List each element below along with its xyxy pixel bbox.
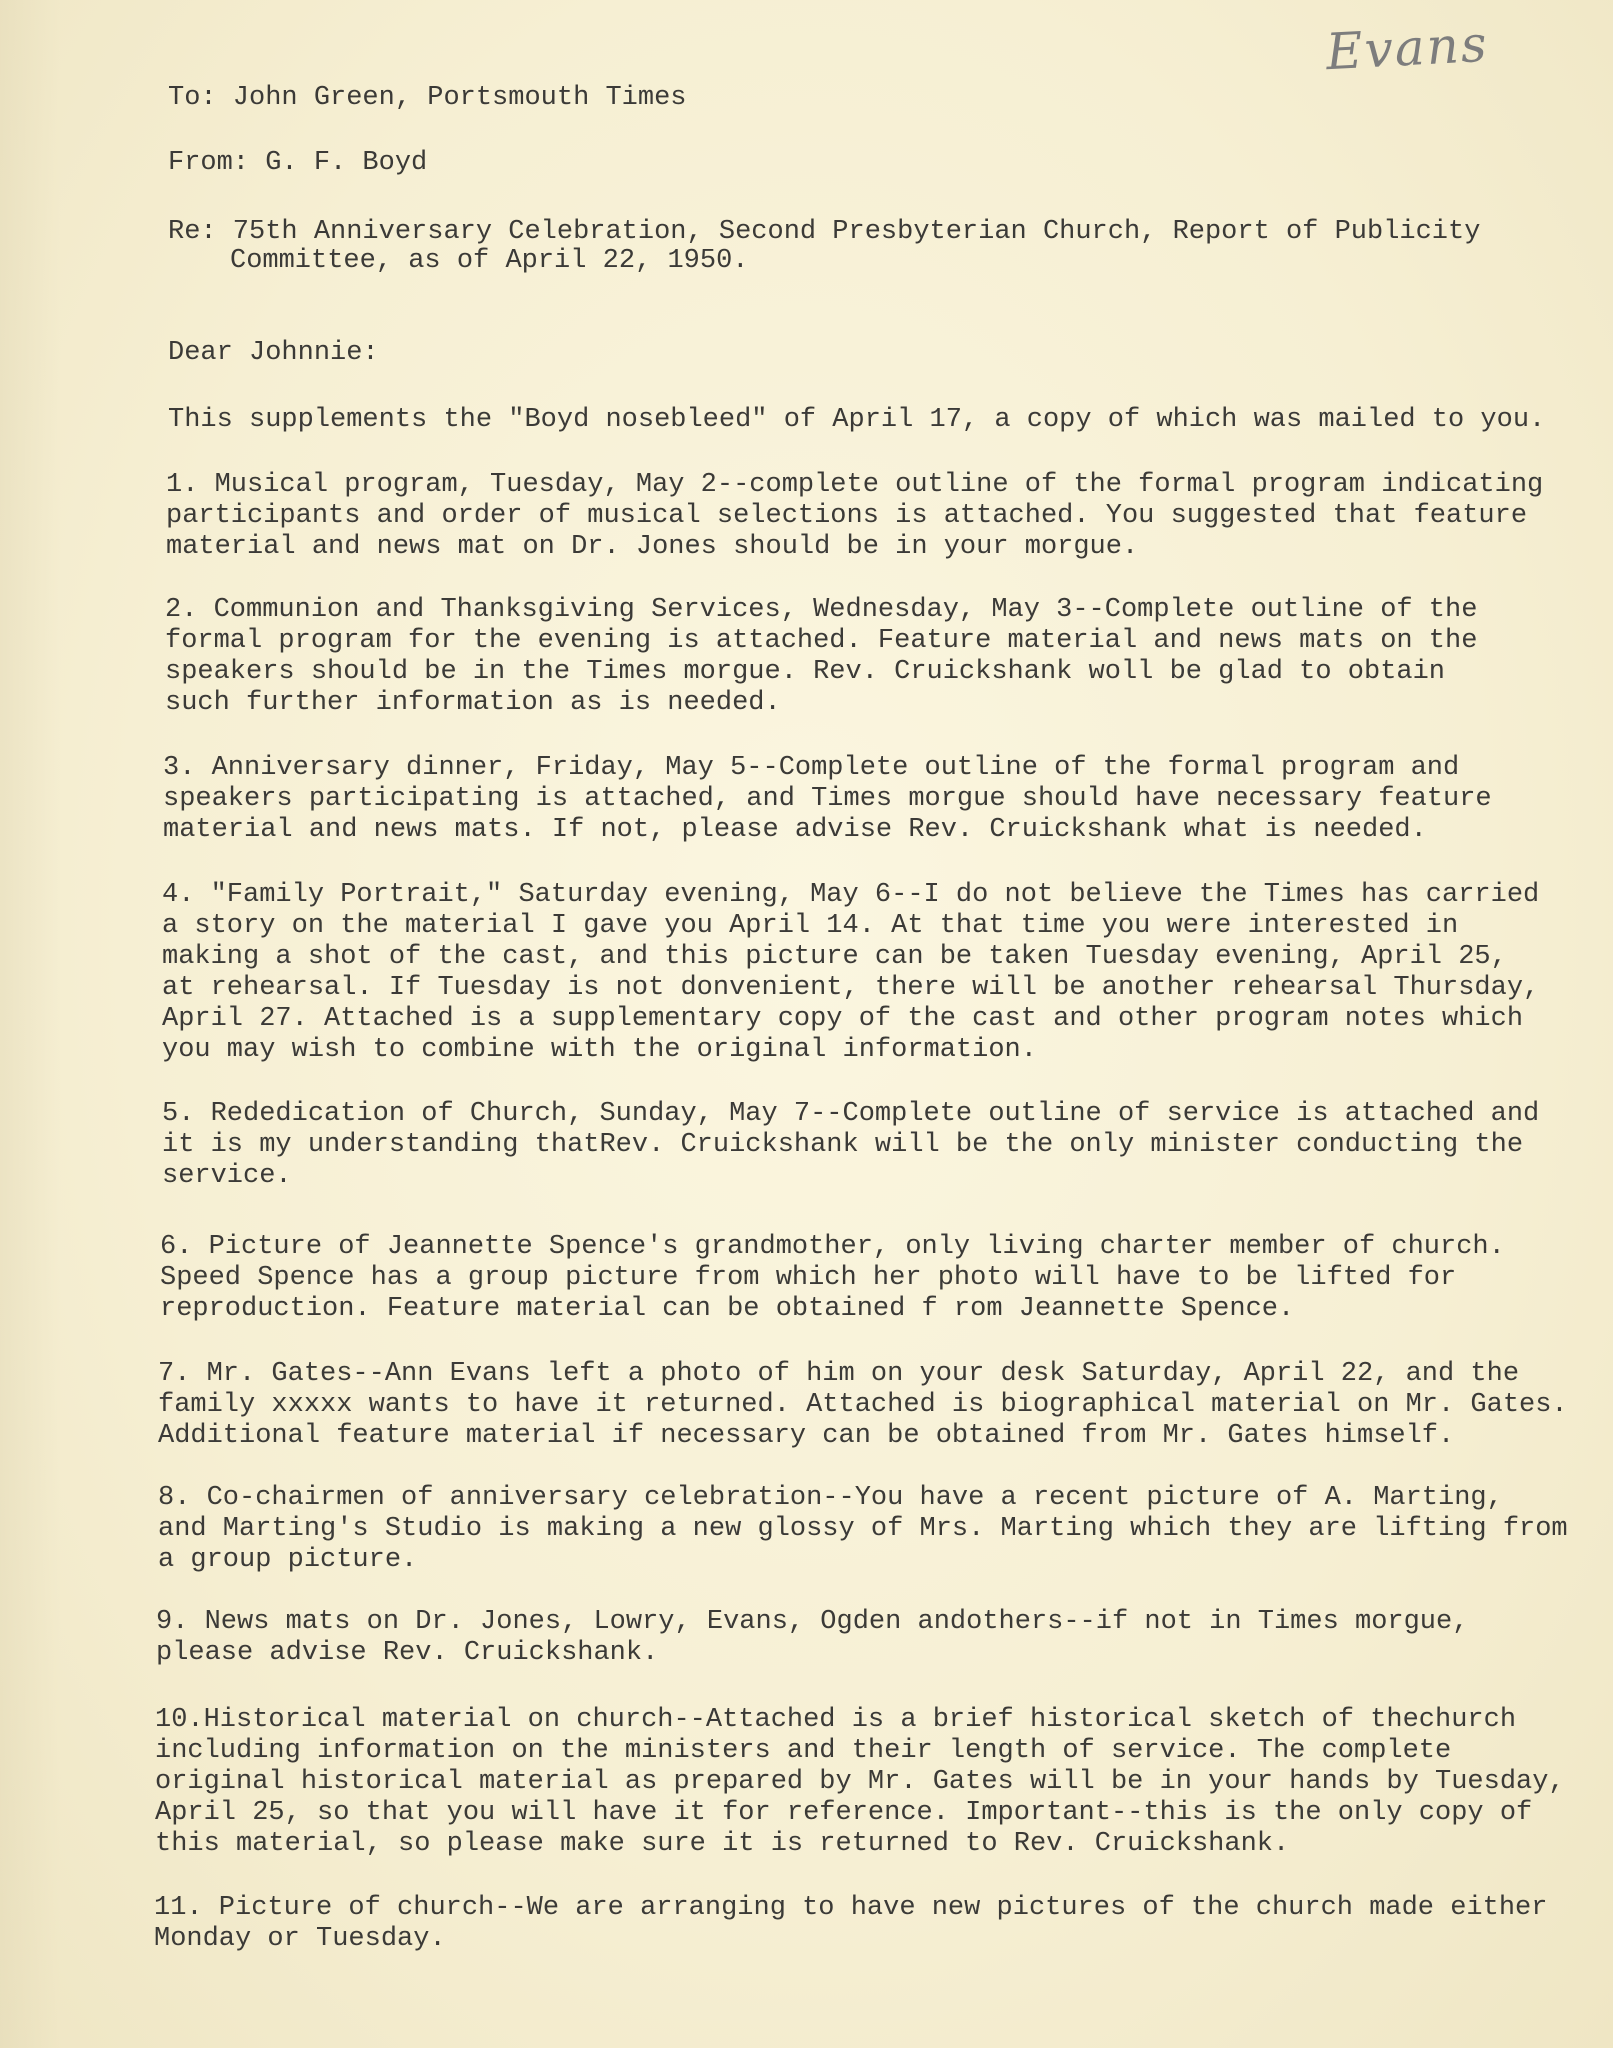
item-9-paragraph: 9. News mats on Dr. Jones, Lowry, Evans, Ogden andothers--if not in Times morgue, please advise Rev. Cruickshank. xyxy=(156,1607,1469,1668)
memo-from-line: From: G. F. Boyd xyxy=(168,148,428,178)
item-4-paragraph: 4. "Family Portrait," Saturday evening, May 6--I do not believe the Times has carried a story on the material I gave you April 14. At that time you were interested in making a shot of the cast, and this picture can be taken Tuesday evening, April 25, at rehearsal. If Tuesday is not donvenient, there will be another rehearsal Thursday, April 27. Attached is a supplementary copy of the cast and other program notes which you may wish to combine with the original information. xyxy=(162,880,1540,1065)
memo-re-line-1: Re: 75th Anniversary Celebration, Second Presbyterian Church, Report of Publicity xyxy=(168,217,1481,247)
salutation: Dear Johnnie: xyxy=(168,338,379,368)
item-8-paragraph: 8. Co-chairmen of anniversary celebration--You have a recent picture of A. Marting, and Marting's Studio is making a new glossy of Mrs. Marting which they are lifting from a group picture. xyxy=(158,1483,1568,1575)
item-10-paragraph: 10.Historical material on church--Attached is a brief historical sketch of thechurch including information on the ministers and their length of service. The complete original historical material as prepared by Mr. Gates will be in your hands by Tuesday, April 25, so that you will have it for reference. Important--this is the only copy of this material, so please make sure it is returned to Rev. Cruickshank. xyxy=(155,1705,1565,1859)
page-crease-shading xyxy=(0,0,60,2048)
item-11-paragraph: 11. Picture of church--We are arranging to have new pictures of the church made either Monday or Tuesday. xyxy=(154,1893,1548,1954)
memo-to-line: To: John Green, Portsmouth Times xyxy=(168,83,687,113)
intro-paragraph: This supplements the "Boyd nosebleed" of April 17, a copy of which was mailed to you. xyxy=(168,405,1546,435)
item-5-paragraph: 5. Rededication of Church, Sunday, May 7--Complete outline of service is attached and it is my understanding thatRev. Cruickshank will be the only minister conducting the service. xyxy=(162,1099,1540,1191)
item-1-paragraph: 1. Musical program, Tuesday, May 2--complete outline of the formal program indicating participants and order of musical selections is attached. You suggested that feature material and news mat on Dr. Jones should be in your morgue. xyxy=(166,470,1544,562)
item-3-paragraph: 3. Anniversary dinner, Friday, May 5--Complete outline of the formal program and speakers participating is attached, and Times morgue should have necessary feature material and news mats. If not, please advise Rev. Cruickshank what is needed. xyxy=(163,753,1492,845)
item-7-paragraph: 7. Mr. Gates--Ann Evans left a photo of him on your desk Saturday, April 22, and the family xxxxx wants to have it returned. Attached is biographical material on Mr. Gates. Additional feature material if necessary can be obtained from Mr. Gates himself. xyxy=(158,1359,1568,1451)
item-2-paragraph: 2. Communion and Thanksgiving Services, Wednesday, May 3--Complete outline of the formal program for the evening is attached. Feature material and news mats on the speakers should be in the Times morgue. Rev. Cruickshank woll be glad to obtain such further information as is needed. xyxy=(165,595,1478,718)
handwritten-annotation: Evans xyxy=(1324,14,1490,82)
memo-re-line-2: Committee, as of April 22, 1950. xyxy=(230,246,749,276)
item-6-paragraph: 6. Picture of Jeannette Spence's grandmother, only living charter member of church. Speed Spence has a group picture from which her photo will have to be lifted for reproduction. Feature material can be obtained f rom Jeannette Spence. xyxy=(160,1232,1505,1324)
